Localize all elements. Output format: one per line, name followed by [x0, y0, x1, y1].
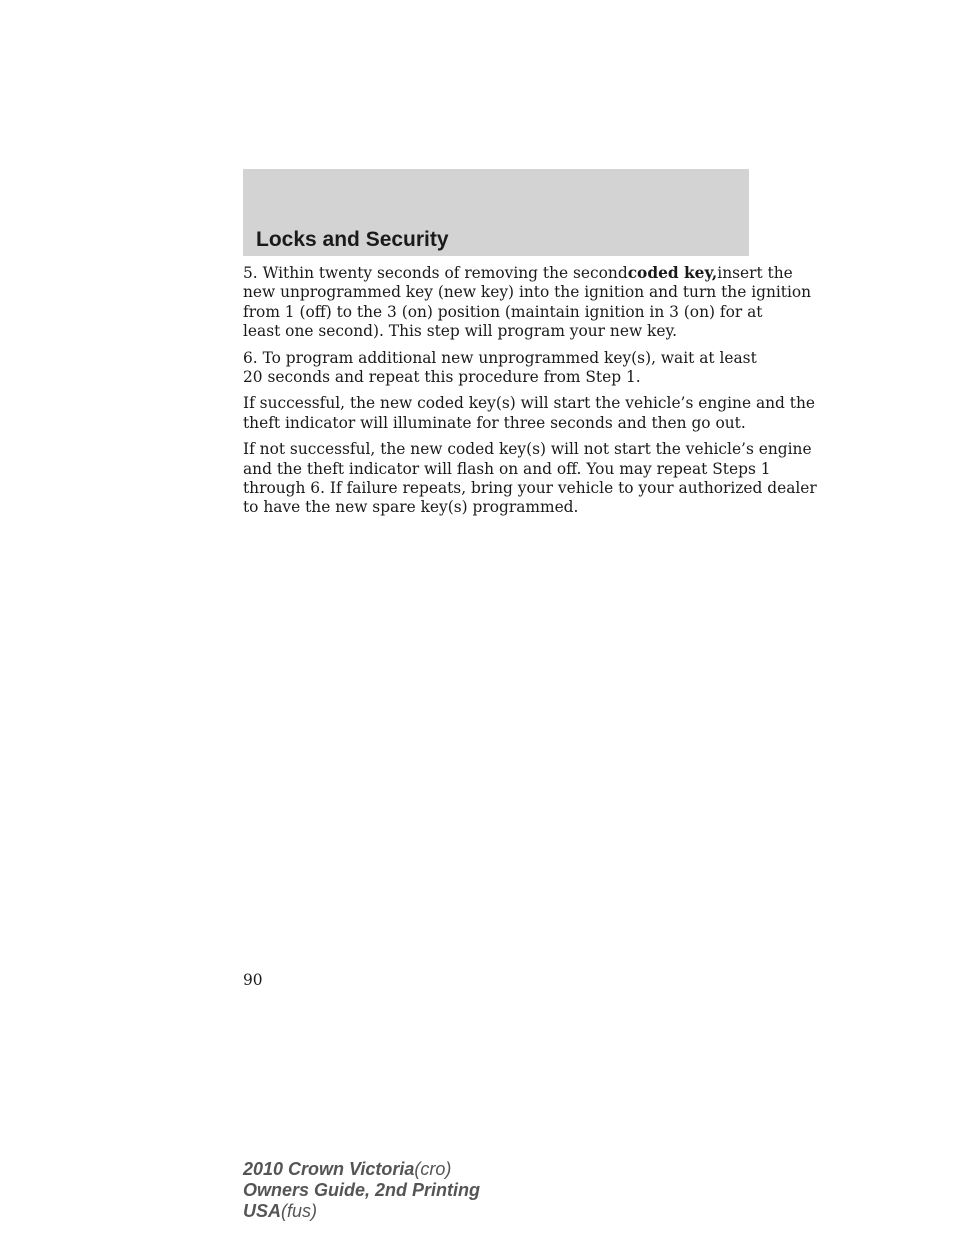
- page-number: 90: [243, 971, 263, 989]
- text-line: and the theft indicator will flash on and off. You may repeat Steps 1: [243, 459, 771, 478]
- coded-key-term: coded key,: [627, 264, 718, 282]
- body-text: [243, 264, 817, 525]
- footer-model-code: (cro): [414, 1159, 452, 1179]
- section-title: Locks and Security: [256, 228, 449, 251]
- paragraph-step-5: [243, 264, 812, 342]
- text-line: least one second). This step will program your new key.: [243, 322, 677, 341]
- paragraph-success: [243, 394, 815, 433]
- paragraph-step-6: [243, 348, 757, 388]
- text-line: 20 seconds and repeat this procedure from Step 1.: [243, 368, 641, 387]
- text-line: If not successful, the new coded key(s) will not start the vehicle’s engine: [243, 440, 812, 459]
- text-line: If successful, the new coded key(s) will start the vehicle’s engine and the: [243, 394, 815, 413]
- footer-market-code: (fus): [281, 1201, 318, 1221]
- text-segment: 5. Within twenty seconds of removing the second: [243, 264, 628, 282]
- footer-printing: Owners Guide, 2nd Printing: [243, 1180, 481, 1200]
- section-header-band: [243, 169, 749, 256]
- text-line: theft indicator will illuminate for three seconds and then go out.: [243, 413, 746, 432]
- paragraph-failure: [243, 440, 817, 518]
- footer-line: [243, 1201, 480, 1222]
- text-line: from 1 (off) to the 3 (on) position (maintain ignition in 3 (on) for at: [243, 302, 763, 321]
- text-line: 6. To program additional new unprogrammed key(s), wait at least: [243, 348, 757, 367]
- text-line: through 6. If failure repeats, bring your vehicle to your authorized dealer: [243, 479, 817, 498]
- footer-line: [243, 1159, 480, 1180]
- footer-model: 2010 Crown Victoria: [243, 1159, 415, 1179]
- footer-market: USA: [243, 1201, 282, 1221]
- text-line: [243, 264, 793, 283]
- text-segment: insert the: [717, 264, 793, 282]
- footer-imprint: [243, 1159, 480, 1222]
- text-line: to have the new spare key(s) programmed.: [243, 498, 579, 517]
- text-line: new unprogrammed key (new key) into the ignition and turn the ignition: [243, 283, 812, 302]
